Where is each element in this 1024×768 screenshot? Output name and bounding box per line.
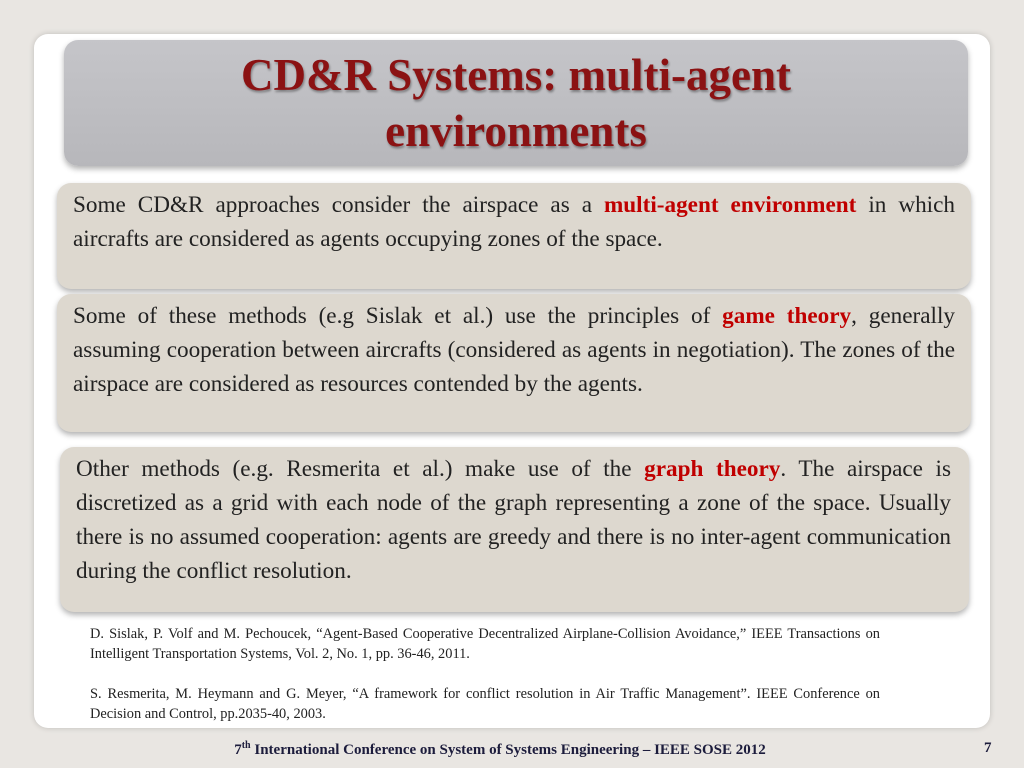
reference-resmerita: S. Resmerita, M. Heymann and G. Meyer, “A framework for conflict resolution in Air Traffic Management”. IEEE Conference on Decision and Control, pp.2035-40, 2003. (90, 686, 880, 722)
content-panel-multi-agent (57, 183, 971, 289)
panel-text (73, 299, 955, 401)
panel-text-after: , generally assuming cooperation between aircrafts (considered as agents in negotiation). The zones of the airspace are considered as resources contended by the agents. (73, 303, 956, 397)
footer-ordinal: 7 (234, 742, 242, 758)
footer-conference (150, 740, 850, 759)
panel-text-after: in which aircrafts are considered as agents occupying zones of the space. (73, 192, 956, 252)
panel-text-before: Some of these methods (e.g Sislak et al.) use the principles of (73, 303, 723, 329)
highlight-game-theory: game theory (722, 303, 852, 329)
title-box (64, 40, 968, 166)
panel-text-before: Other methods (e.g. Resmerita et al.) make use of the (76, 456, 645, 482)
highlight-multi-agent-environment: multi-agent environment (603, 192, 857, 218)
highlight-graph-theory: graph theory (644, 456, 781, 482)
panel-text (73, 188, 955, 256)
slide-title-line2: environments (385, 106, 647, 156)
panel-text (76, 452, 951, 588)
slide-title (241, 47, 791, 159)
references (90, 624, 880, 724)
footer-text: International Conference on System of Systems Engineering – IEEE SOSE 2012 (250, 742, 766, 758)
slide-title-line1: CD&R Systems: multi-agent (241, 50, 791, 100)
page-number: 7 (984, 740, 992, 756)
reference-sislak: D. Sislak, P. Volf and M. Pechoucek, “Agent-Based Cooperative Decentralized Airplane-Collision Avoidance,” IEEE Transactions on Intelligent Transportation Systems, Vol. 2, No. 1, pp. 36-46, 2011. (90, 626, 880, 662)
footer-ordinal-suffix: th (241, 740, 251, 751)
content-panel-graph-theory (60, 447, 969, 612)
panel-text-after: . The airspace is discretized as a grid with each node of the graph representing a zone of the space. Usually there is no assumed cooperation: agents are greedy and there is no inter-agent communication during the conflict resolution. (76, 456, 951, 584)
panel-text-before: Some CD&R approaches consider the airspace as a (73, 192, 604, 218)
content-panel-game-theory (57, 294, 971, 432)
